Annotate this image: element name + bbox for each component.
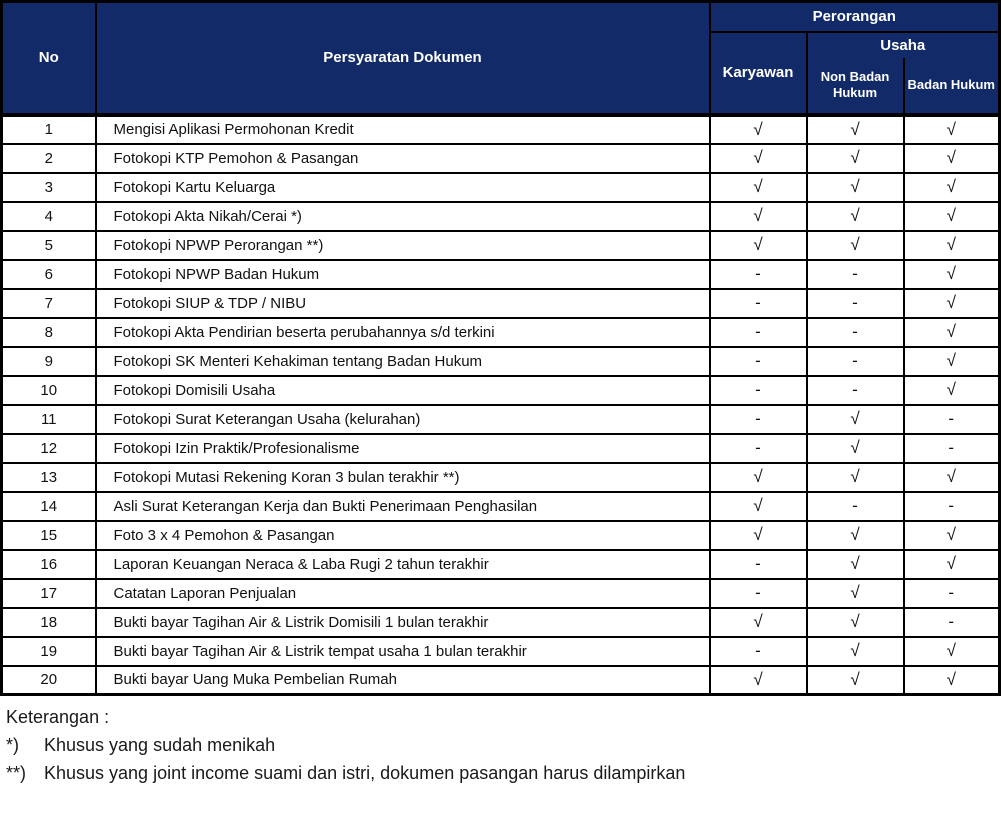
- document-name-cell: Bukti bayar Tagihan Air & Listrik tempat usaha 1 bulan terakhir: [96, 637, 710, 666]
- document-name-cell: Fotokopi Mutasi Rekening Koran 3 bulan terakhir **): [96, 463, 710, 492]
- karyawan-value-cell: √: [710, 608, 807, 637]
- karyawan-value-cell: √: [710, 202, 807, 231]
- row-number-cell: 18: [2, 608, 96, 637]
- badan-hukum-value-cell: √: [904, 318, 1000, 347]
- karyawan-value-cell: -: [710, 405, 807, 434]
- column-header-non-badan-hukum: Non Badan Hukum: [807, 58, 904, 115]
- document-name-cell: Fotokopi NPWP Perorangan **): [96, 231, 710, 260]
- badan-hukum-value-cell: √: [904, 666, 1000, 695]
- karyawan-value-cell: √: [710, 521, 807, 550]
- non-badan-hukum-value-cell: √: [807, 579, 904, 608]
- column-subgroup-usaha: Usaha: [807, 32, 1000, 58]
- karyawan-value-cell: √: [710, 173, 807, 202]
- row-number-cell: 17: [2, 579, 96, 608]
- document-name-cell: Fotokopi Akta Pendirian beserta perubahannya s/d terkini: [96, 318, 710, 347]
- legend-item-text: Khusus yang sudah menikah: [44, 735, 276, 755]
- badan-hukum-value-cell: √: [904, 347, 1000, 376]
- table-row: [2, 347, 1000, 376]
- document-name-cell: Fotokopi SK Menteri Kehakiman tentang Badan Hukum: [96, 347, 710, 376]
- table-row: [2, 260, 1000, 289]
- badan-hukum-value-cell: √: [904, 376, 1000, 405]
- table-row: [2, 521, 1000, 550]
- document-name-cell: Fotokopi NPWP Badan Hukum: [96, 260, 710, 289]
- non-badan-hukum-value-cell: √: [807, 173, 904, 202]
- document-name-cell: Catatan Laporan Penjualan: [96, 579, 710, 608]
- table-body: [2, 115, 1000, 695]
- column-group-perorangan: Perorangan: [710, 2, 1000, 32]
- karyawan-value-cell: -: [710, 347, 807, 376]
- document-name-cell: Fotokopi Kartu Keluarga: [96, 173, 710, 202]
- document-name-cell: Fotokopi Domisili Usaha: [96, 376, 710, 405]
- legend-item: [6, 759, 992, 787]
- legend-item: [6, 731, 992, 759]
- non-badan-hukum-value-cell: √: [807, 521, 904, 550]
- karyawan-value-cell: √: [710, 463, 807, 492]
- document-name-cell: Fotokopi KTP Pemohon & Pasangan: [96, 144, 710, 173]
- row-number-cell: 8: [2, 318, 96, 347]
- non-badan-hukum-value-cell: -: [807, 318, 904, 347]
- legend-items: [6, 731, 992, 787]
- karyawan-value-cell: -: [710, 260, 807, 289]
- table-row: [2, 608, 1000, 637]
- row-number-cell: 19: [2, 637, 96, 666]
- table-row: [2, 666, 1000, 695]
- non-badan-hukum-value-cell: -: [807, 376, 904, 405]
- document-name-cell: Asli Surat Keterangan Kerja dan Bukti Penerimaan Penghasilan: [96, 492, 710, 521]
- row-number-cell: 14: [2, 492, 96, 521]
- badan-hukum-value-cell: √: [904, 144, 1000, 173]
- legend-item-text: Khusus yang joint income suami dan istri, dokumen pasangan harus dilampirkan: [44, 763, 686, 783]
- document-name-cell: Mengisi Aplikasi Permohonan Kredit: [96, 115, 710, 144]
- legend-item-marker: *): [6, 735, 19, 755]
- badan-hukum-value-cell: √: [904, 289, 1000, 318]
- karyawan-value-cell: -: [710, 579, 807, 608]
- row-number-cell: 11: [2, 405, 96, 434]
- row-number-cell: 12: [2, 434, 96, 463]
- karyawan-value-cell: √: [710, 115, 807, 144]
- badan-hukum-value-cell: √: [904, 463, 1000, 492]
- row-number-cell: 10: [2, 376, 96, 405]
- column-header-badan-hukum: Badan Hukum: [904, 58, 1000, 115]
- karyawan-value-cell: -: [710, 318, 807, 347]
- document-name-cell: Fotokopi Surat Keterangan Usaha (kelurahan): [96, 405, 710, 434]
- non-badan-hukum-value-cell: √: [807, 637, 904, 666]
- badan-hukum-value-cell: √: [904, 521, 1000, 550]
- document-name-cell: Laporan Keuangan Neraca & Laba Rugi 2 tahun terakhir: [96, 550, 710, 579]
- badan-hukum-value-cell: -: [904, 608, 1000, 637]
- table-row: [2, 318, 1000, 347]
- non-badan-hukum-value-cell: √: [807, 405, 904, 434]
- header-row-group: [2, 2, 1000, 32]
- table-row: [2, 115, 1000, 144]
- non-badan-hukum-value-cell: -: [807, 347, 904, 376]
- karyawan-value-cell: -: [710, 434, 807, 463]
- row-number-cell: 6: [2, 260, 96, 289]
- row-number-cell: 2: [2, 144, 96, 173]
- row-number-cell: 13: [2, 463, 96, 492]
- non-badan-hukum-value-cell: √: [807, 463, 904, 492]
- document-name-cell: Bukti bayar Uang Muka Pembelian Rumah: [96, 666, 710, 695]
- karyawan-value-cell: -: [710, 376, 807, 405]
- karyawan-value-cell: -: [710, 289, 807, 318]
- row-number-cell: 15: [2, 521, 96, 550]
- table-header: [2, 2, 1000, 115]
- badan-hukum-value-cell: -: [904, 405, 1000, 434]
- badan-hukum-value-cell: √: [904, 550, 1000, 579]
- non-badan-hukum-value-cell: -: [807, 260, 904, 289]
- table-row: [2, 637, 1000, 666]
- karyawan-value-cell: √: [710, 231, 807, 260]
- column-header-no: No: [2, 2, 96, 115]
- document-name-cell: Fotokopi Akta Nikah/Cerai *): [96, 202, 710, 231]
- badan-hukum-value-cell: -: [904, 579, 1000, 608]
- row-number-cell: 1: [2, 115, 96, 144]
- non-badan-hukum-value-cell: -: [807, 492, 904, 521]
- table-row: [2, 405, 1000, 434]
- non-badan-hukum-value-cell: √: [807, 115, 904, 144]
- badan-hukum-value-cell: √: [904, 202, 1000, 231]
- column-header-document: Persyaratan Dokumen: [96, 2, 710, 115]
- table-row: [2, 550, 1000, 579]
- non-badan-hukum-value-cell: √: [807, 434, 904, 463]
- table-row: [2, 492, 1000, 521]
- karyawan-value-cell: √: [710, 666, 807, 695]
- table-row: [2, 434, 1000, 463]
- document-name-cell: Bukti bayar Tagihan Air & Listrik Domisili 1 bulan terakhir: [96, 608, 710, 637]
- row-number-cell: 20: [2, 666, 96, 695]
- table-row: [2, 579, 1000, 608]
- legend-title: Keterangan :: [6, 707, 110, 727]
- table-row: [2, 231, 1000, 260]
- legend: [0, 696, 998, 787]
- karyawan-value-cell: -: [710, 550, 807, 579]
- row-number-cell: 3: [2, 173, 96, 202]
- row-number-cell: 7: [2, 289, 96, 318]
- badan-hukum-value-cell: √: [904, 260, 1000, 289]
- table-row: [2, 144, 1000, 173]
- non-badan-hukum-value-cell: √: [807, 608, 904, 637]
- karyawan-value-cell: √: [710, 144, 807, 173]
- document-name-cell: Foto 3 x 4 Pemohon & Pasangan: [96, 521, 710, 550]
- badan-hukum-value-cell: -: [904, 434, 1000, 463]
- badan-hukum-value-cell: √: [904, 115, 1000, 144]
- non-badan-hukum-value-cell: √: [807, 231, 904, 260]
- badan-hukum-value-cell: √: [904, 173, 1000, 202]
- row-number-cell: 5: [2, 231, 96, 260]
- row-number-cell: 4: [2, 202, 96, 231]
- badan-hukum-value-cell: -: [904, 492, 1000, 521]
- badan-hukum-value-cell: √: [904, 231, 1000, 260]
- table-row: [2, 376, 1000, 405]
- non-badan-hukum-value-cell: √: [807, 666, 904, 695]
- karyawan-value-cell: √: [710, 492, 807, 521]
- table-row: [2, 173, 1000, 202]
- row-number-cell: 16: [2, 550, 96, 579]
- non-badan-hukum-value-cell: -: [807, 289, 904, 318]
- non-badan-hukum-value-cell: √: [807, 550, 904, 579]
- document-name-cell: Fotokopi Izin Praktik/Profesionalisme: [96, 434, 710, 463]
- table-row: [2, 289, 1000, 318]
- document-name-cell: Fotokopi SIUP & TDP / NIBU: [96, 289, 710, 318]
- column-header-karyawan: Karyawan: [710, 32, 807, 115]
- badan-hukum-value-cell: √: [904, 637, 1000, 666]
- table-row: [2, 202, 1000, 231]
- non-badan-hukum-value-cell: √: [807, 144, 904, 173]
- row-number-cell: 9: [2, 347, 96, 376]
- legend-item-marker: **): [6, 763, 27, 783]
- non-badan-hukum-value-cell: √: [807, 202, 904, 231]
- karyawan-value-cell: -: [710, 637, 807, 666]
- table-row: [2, 463, 1000, 492]
